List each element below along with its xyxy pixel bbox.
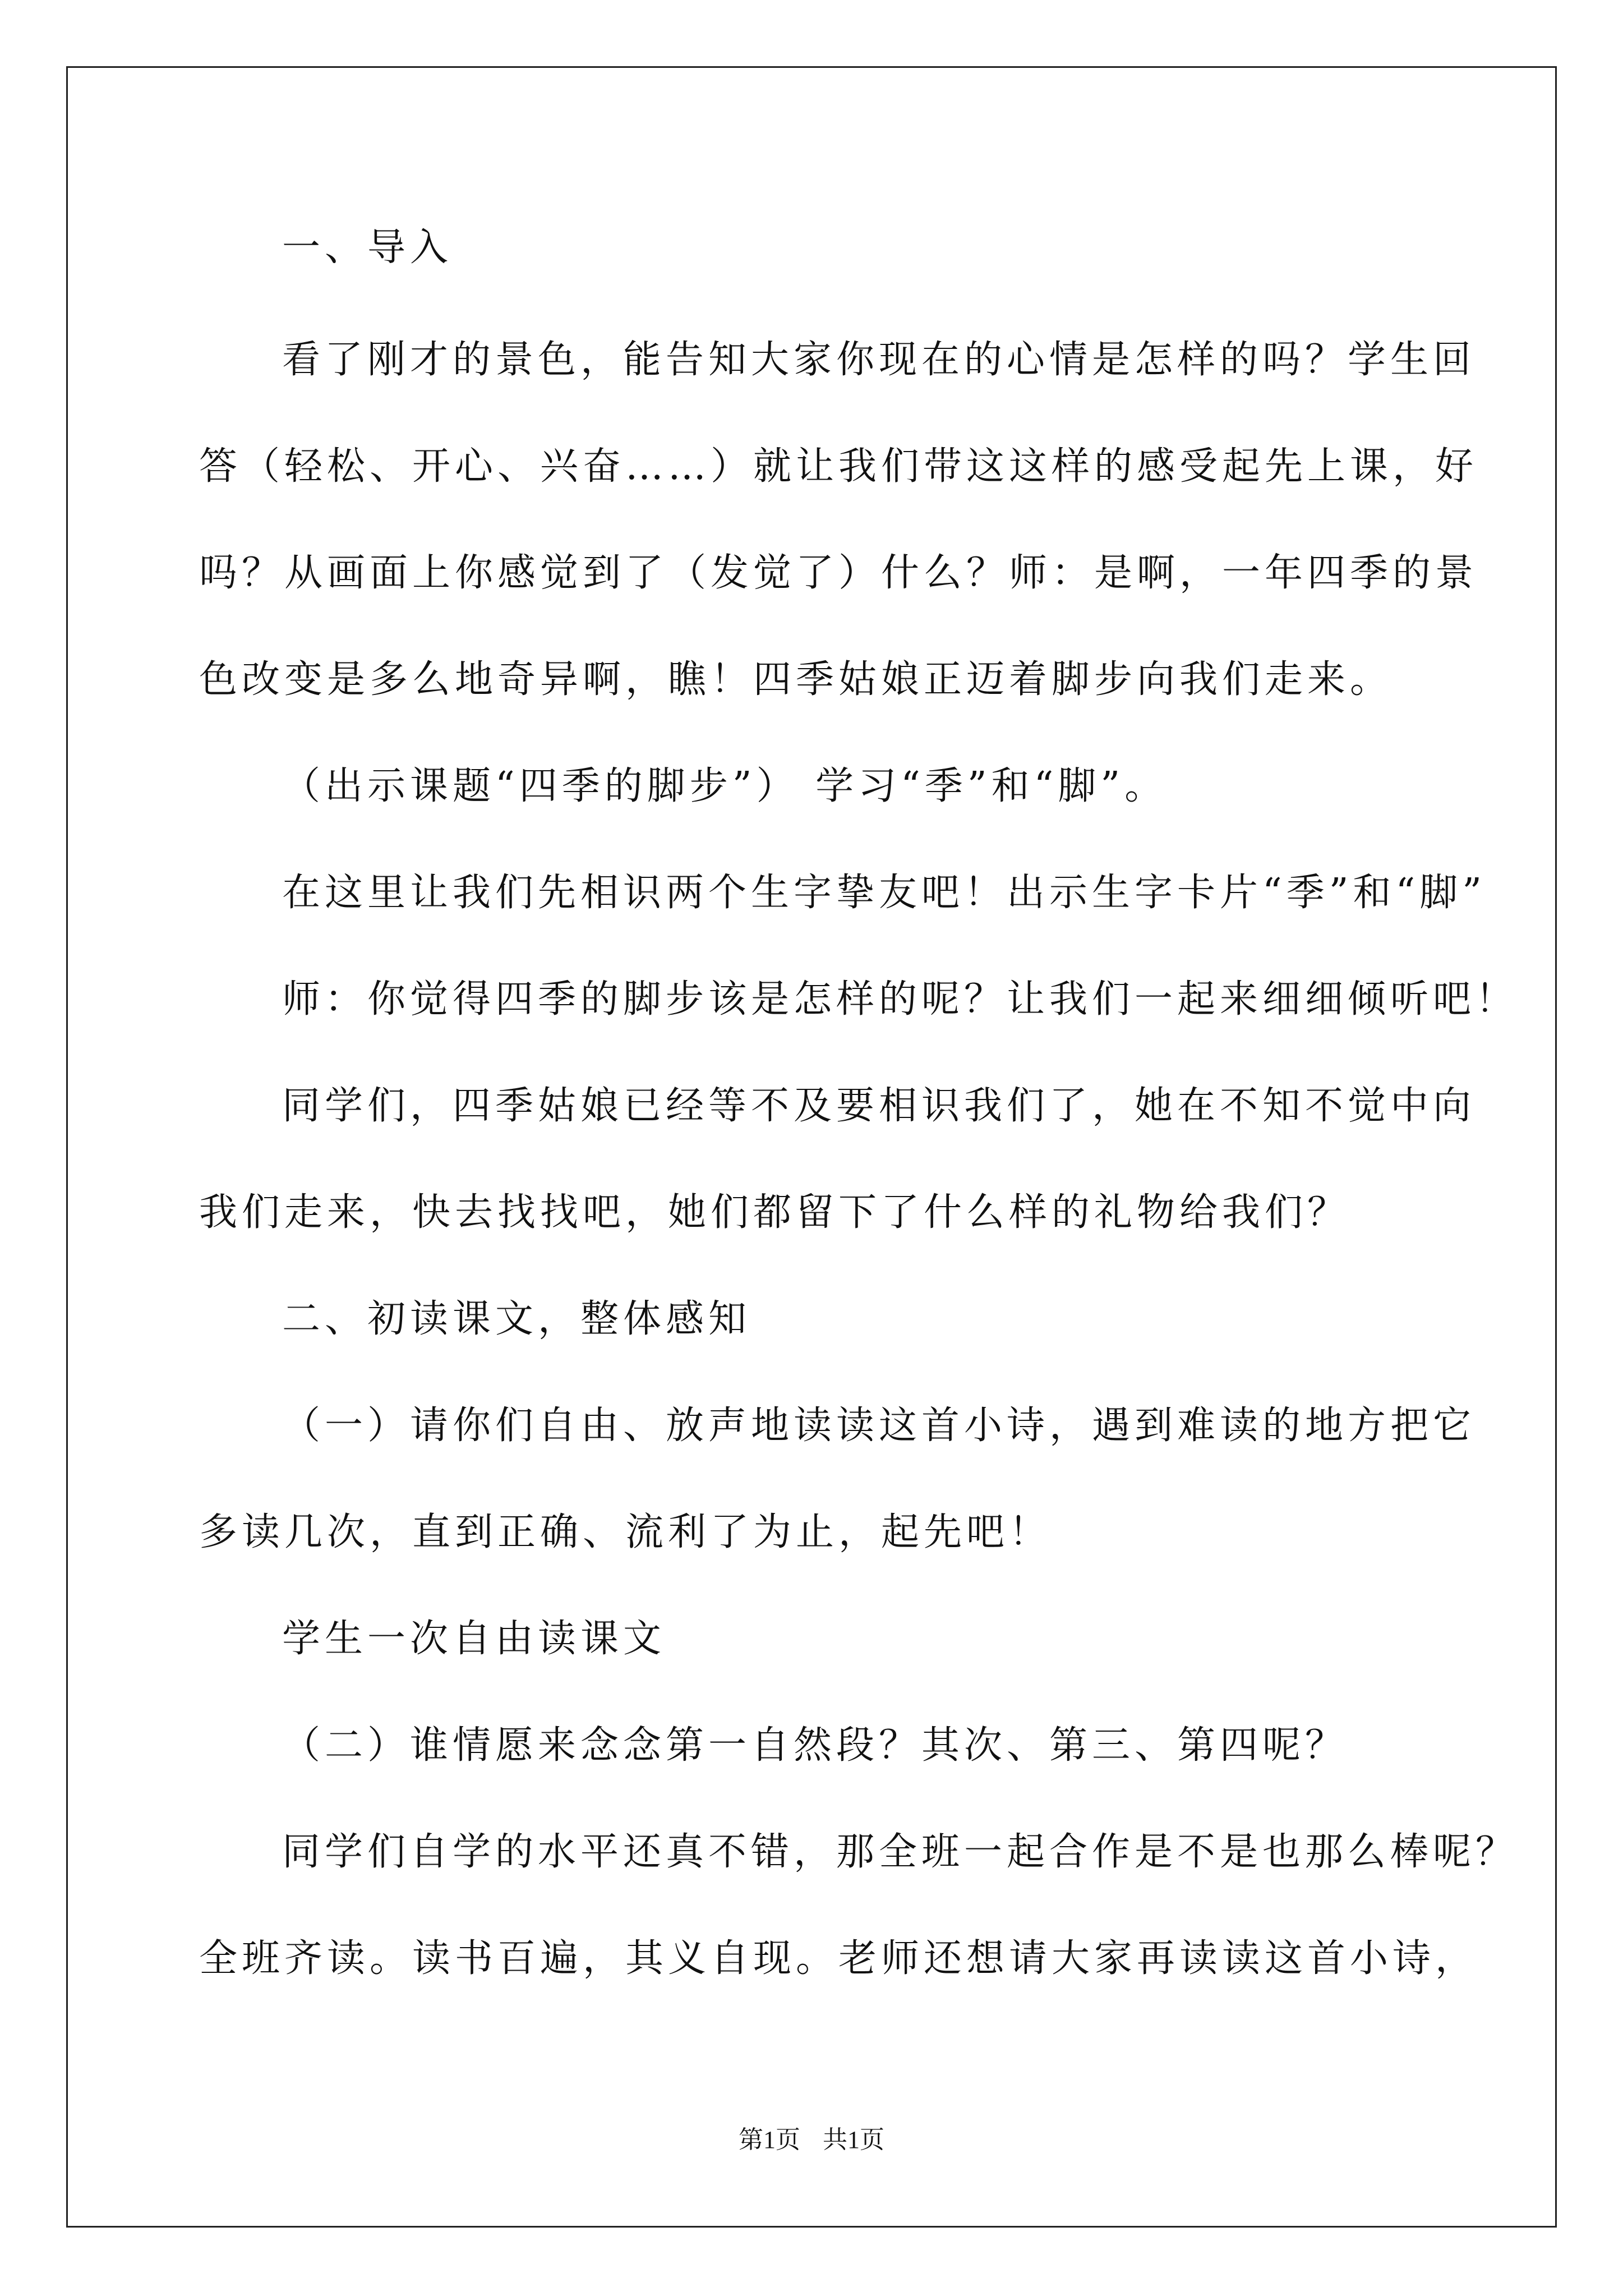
paragraph-line: 全班齐读。读书百遍，其义自现。老师还想请大家再读读这首小诗， xyxy=(199,1936,1478,1981)
paragraph-line: （二）谁情愿来念念第一自然段？其次、第三、第四呢？ xyxy=(282,1723,1348,1768)
paragraph-line: 我们走来，快去找找吧，她们都留下了什么样的礼物给我们？ xyxy=(199,1190,1350,1235)
paragraph-line: 多读几次，直到正确、流利了为止，起先吧！ xyxy=(199,1510,1052,1554)
paragraph-line: 同学们，四季姑娘已经等不及要相识我们了，她在不知不觉中向 xyxy=(282,1084,1476,1128)
paragraph-line: （出示课题“四季的脚步”） 学习“季”和“脚”。 xyxy=(282,764,1168,808)
paragraph-line: 同学们自学的水平还真不错，那全班一起合作是不是也那么棒呢？ xyxy=(282,1830,1519,1874)
paragraph-line: 看了刚才的景色，能告知大家你现在的心情是怎样的吗？学生回 xyxy=(282,338,1476,382)
paragraph-line: 色改变是多么地奇异啊，瞧！四季姑娘正迈着脚步向我们走来。 xyxy=(199,657,1393,702)
paragraph-line: 学生一次自由读课文 xyxy=(282,1617,666,1661)
heading-intro: 一、导入 xyxy=(282,226,453,270)
paragraph-line: （一）请你们自由、放声地读读这首小诗，遇到难读的地方把它 xyxy=(282,1404,1476,1448)
heading-first-read: 二、初读课文，整体感知 xyxy=(282,1297,751,1341)
page-border xyxy=(66,66,1557,2228)
page-number: 第1页 xyxy=(739,2126,800,2154)
page-total: 共1页 xyxy=(823,2126,884,2154)
paragraph-line: 师：你觉得四季的脚步该是怎样的呢？让我们一起来细细倾听吧！ xyxy=(282,977,1519,1022)
paragraph-line: 答（轻松、开心、兴奋……）就让我们带这这样的感受起先上课，好 xyxy=(199,444,1478,489)
paragraph-line: 在这里让我们先相识两个生字挚友吧！出示生字卡片“季”和“脚” xyxy=(282,871,1487,915)
page-footer xyxy=(0,2124,1623,2156)
paragraph-line: 吗？从画面上你感觉到了（发觉了）什么？师：是啊，一年四季的景 xyxy=(199,551,1478,595)
